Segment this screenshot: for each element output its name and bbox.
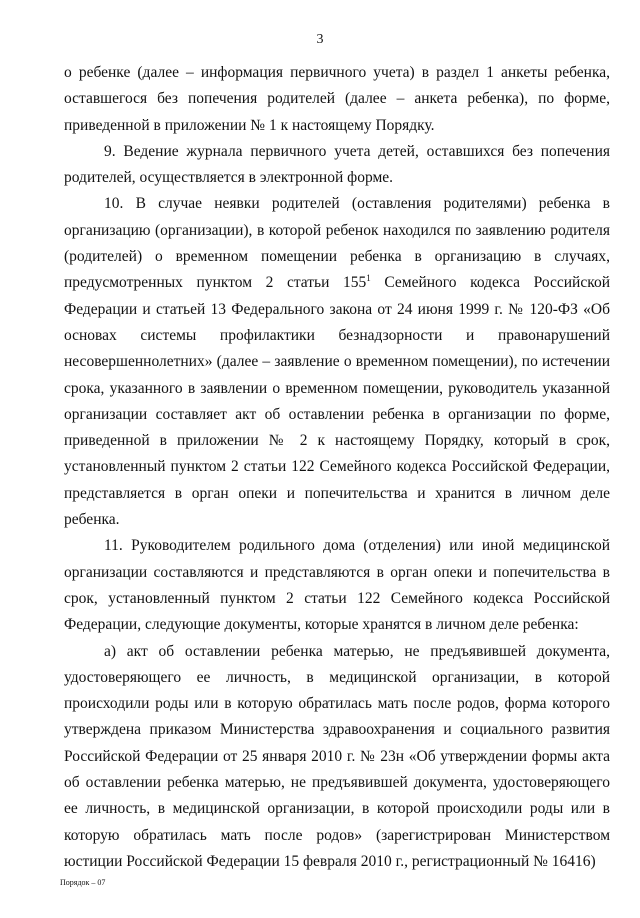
paragraph-11-item-a: а) акт об оставлении ребенка матерью, не предъявившей документа, удостоверяющего ее личность, в медицинской организации, в которой происходили роды или в которую обратилась мать после родов, форма которого утверждена приказом Министерства здравоохранения и социального развития Российской Федерации от 25 января 2010 г. № 23н «Об утверждении формы акта об оставлении ребенка матерью, не предъявившей документа, удостоверяющего ее личность, в медицинской организации, в которой происходили роды или в которую обратилась мать после родов» (зарегистрирован Министерством юстиции Российской Федерации 15 февраля 2010 г., регистрационный № 16416)	[64, 642, 610, 870]
document-body	[64, 60, 610, 875]
footer-document-code: Порядок – 07	[60, 878, 106, 887]
paragraph-10-text-start: 10. В случае неявки родителей (оставления родителями) ребенка в организацию (организации), в которой ребенок находился по заявлению родителя (родителей) о временном помещении ребенка в организацию в случаях, предусмотренных пунктом 2 статьи 155	[64, 195, 610, 292]
paragraph-continuation: о ребенке (далее – информация первичного учета) в раздел 1 анкеты ребенка, оставшегося без попечения родителей (далее – анкета ребенка), по форме, приведенной в приложении № 1 к настоящему Порядку.	[64, 64, 610, 134]
page-number: 3	[316, 32, 324, 47]
superscript-index: 1	[366, 273, 371, 284]
paragraph-10-text-end: Семейного кодекса Российской Федерации и статьей 13 Федерального закона от 24 июня 1999 г. № 120-ФЗ «Об основах системы профилактики безнадзорности и правонарушений несовершеннолетних» (далее – заявление о временном помещении), по истечении срока, указанного в заявлении о временном помещении, руководитель указанной организации составляет акт об оставлении ребенка в организации по форме, приведенной в приложении № 2 к настоящему Порядку, который в срок, установленный пунктом 2 статьи 122 Семейного кодекса Российской Федерации, представляется в орган опеки и попечительства и хранится в личном деле ребенка.	[64, 274, 610, 529]
paragraph-11: 11. Руководителем родильного дома (отделения) или иной медицинской организации составляются и представляются в орган опеки и попечительства в срок, установленный пунктом 2 статьи 122 Семейного кодекса Российской Федерации, следующие документы, которые хранятся в личном деле ребенка:	[64, 537, 610, 634]
paragraph-9: 9. Ведение журнала первичного учета детей, оставшихся без попечения родителей, осуществляется в электронной форме.	[64, 142, 610, 187]
paragraph-10	[64, 191, 610, 533]
